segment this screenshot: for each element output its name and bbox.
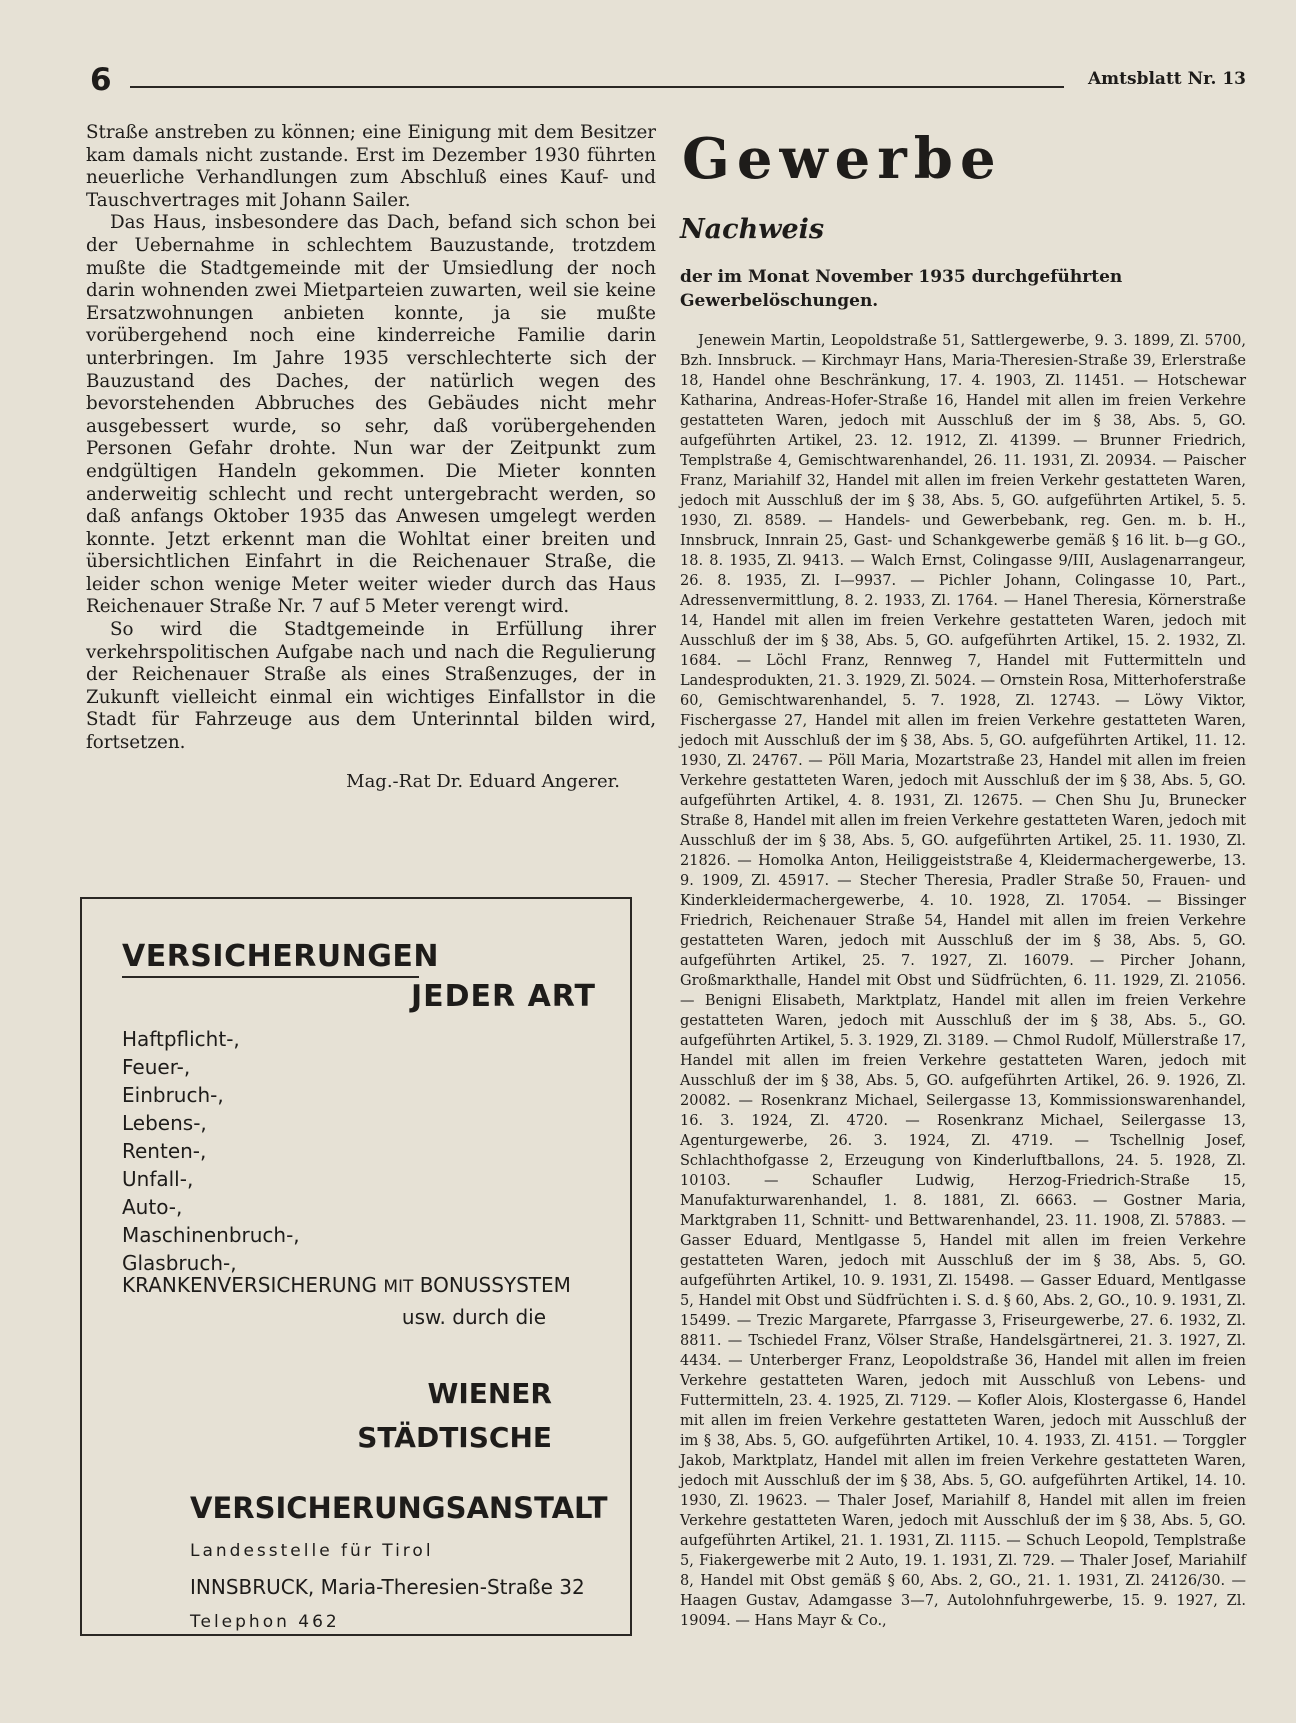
ad-insurance-item: Maschinenbruch-, (122, 1223, 300, 1247)
gewerbe-entries: Jenewein Martin, Leopoldstraße 51, Sattlergewerbe, 9. 3. 1899, Zl. 5700, Bzh. Innsbruck. — Kirchmayr Hans, Maria-Theresien-Straße 39, Erlerstraße 18, Handel ohne Beschränkung, 17. 4. 1903, Zl. 11451. — Hotschewar Katharina, Andreas-Hofer-Straße 16, Handel mit allen im freien Verkehre gestatteten Waren, jedoch mit Ausschluß der im § 38, Abs. 5, GO. aufgeführten Artikel, 23. 12. 1912, Zl. 41399. — Brunner Friedrich, Templstraße 4, Gemischtwarenhandel, 26. 11. 1931, Zl. 20934. — Paischer Franz, Mariahilf 32, Handel mit allen im freien Verkehr gestatteten Waren, jedoch mit Ausschluß der im § 38, Abs. 5, GO. aufgeführten Artikel, 5. 5. 1930, Zl. 8589. — Handels- und Gewerbebank, reg. Gen. m. b. H., Innsbruck, Innrain 25, Gast- und Schankgewerbe gemäß § 16 lit. b—g GO., 18. 8. 1935, Zl. 9413. — Walch Ernst, Colingasse 9/III, Auslagenarrangeur, 26. 8. 1935, Zl. I—9937. — Pichler Johann, Colingasse 10, Part., Adressenvermittlung, 8. 2. 1933, Zl. 1764. — Hanel Theresia, Körnerstraße 14, Handel mit allen im freien Verkehre gestatteten Waren, jedoch mit Ausschluß der im § 38, Abs. 5, GO. aufgeführten Artikel, 15. 2. 1932, Zl. 1684. — Löchl Franz, Rennweg 7, Handel mit Futtermitteln und Landesprodukten, 21. 3. 1929, Zl. 5024. — Ornstein Rosa, Mitterhoferstraße 60, Gemischtwarenhandel, 5. 7. 1928, Zl. 12743. — Löwy Viktor, Fischergasse 27, Handel mit allen im freien Verkehre gestatteten Waren, jedoch mit Ausschluß der im § 38, Abs. 5, GO. aufgeführten Artikel, 11. 12. 1930, Zl. 24767. — Pöll Maria, Mozartstraße 23, Handel mit allen im freien Verkehre gestatteten Waren, jedoch mit Ausschluß der im § 38, Abs. 5, GO. aufgeführten Artikel, 4. 8. 1931, Zl. 12675. — Chen Shu Ju, Brunecker Straße 8, Handel mit allen im freien Verkehre gestatteten Waren, jedoch mit Ausschluß der im § 38, Abs. 5, GO. aufgeführten Artikel, 25. 11. 1930, Zl. 21826. — Homolka Anton, Heiliggeiststraße 4, Kleidermachergewerbe, 13. 9. 1909, Zl. 45917. — Stecher Theresia, Pradler Straße 50, Frauen- und Kinderkleidermachergewerbe, 4. 10. 1928, Zl. 17054. — Bissinger Friedrich, Reichenauer Straße 54, Handel mit allen im freien Verkehre gestatteten Waren, jedoch mit Ausschluß der im § 38, Abs. 5, GO. aufgeführten Artikel, 25. 7. 1927, Zl. 16079. — Pircher Johann, Großmarkthalle, Handel mit Obst und Südfrüchten, 6. 11. 1929, Zl. 21056. — Benigni Elisabeth, Marktplatz, Handel mit allen im freien Verkehre gestatteten Waren, jedoch mit Ausschluß der im § 38, Abs. 5., GO. aufgeführten Artikel, 5. 3. 1929, Zl. 3189. — Chmol Rudolf, Müllerstraße 17, Handel mit allen im freien Verkehre gestatteten Waren, jedoch mit Ausschluß der im § 38, Abs. 5, GO. aufgeführten Artikel, 26. 9. 1926, Zl. 20082. — Rosenkranz Michael, Seilergasse 13, Kommissionswarenhandel, 16. 3. 1924, Zl. 4720. — Rosenkranz Michael, Seilergasse 13, Agenturgewerbe, 26. 3. 1924, Zl. 4719. — Tschellnig Josef, Schlachthofgasse 2, Erzeugung von Kinderluftballons, 24. 5. 1928, Zl. 10103. — Schaufler Ludwig, Herzog-Friedrich-Straße 15, Manufakturwarenhandel, 1. 8. 1881, Zl. 6663. — Gostner Maria, Marktgraben 11, Schnitt- und Bettwarenhandel, 23. 11. 1908, Zl. 57883. — Gasser Eduard, Mentlgasse 5, Handel mit allen im freien Verkehre gestatteten Waren, jedoch mit Ausschluß der im § 38, Abs. 5, GO. aufgeführten Artikel, 10. 9. 1931, Zl. 15498. — Gasser Eduard, Mentlgasse 5, Handel mit Obst und Südfrüchten i. S. d. § 60, Abs. 2, GO., 10. 9. 1931, Zl. 15499. — Trezic Margarete, Pfarrgasse 3, Friseurgewerbe, 27. 6. 1932, Zl. 8811. — Tschiedel Franz, Völser Straße, Handelsgärtnerei, 21. 3. 1927, Zl. 4434. — Unterberger Franz, Leopoldstraße 36, Handel mit allen im freien Verkehre gestatteten Waren, jedoch mit Ausschluß von Lebens- und Futtermitteln, 23. 4. 1925, Zl. 7129. — Kofler Alois, Klostergasse 6, Handel mit allen im freien Verkehre gestatteten Waren, jedoch mit Ausschluß der im § 38, Abs. 5, GO. aufgeführten Artikel, 10. 4. 1933, Zl. 4151. — Torggler Jakob, Marktplatz, Handel mit allen im freien Verkehre gestatteten Waren, jedoch mit Ausschluß der im § 38, Abs. 5, GO. aufgeführten Artikel, 14. 10. 1930, Zl. 19623. — Thaler Josef, Mariahilf 8, Handel mit allen im freien Verkehre gestatteten Waren, jedoch mit Ausschluß der im § 38, Abs. 5, GO. aufgeführten Artikel, 21. 1. 1931, Zl. 1115. — Schuch Leopold, Templstraße 5, Fiakergewerbe mit 2 Auto, 19. 1. 1931, Zl. 729. — Thaler Josef, Mariahilf 8, Handel mit Obst gemäß § 60, Abs. 2, GO., 21. 1. 1931, Zl. 24126/30. — Haagen Gustav, Adamgasse 3—7, Autolohnfuhrgewerbe, 15. 9. 1927, Zl. 19094. — Hans Mayr & Co., (680, 333, 1247, 1629)
ad-kv-main: KRANKENVERSICHERUNG (122, 1273, 377, 1297)
ad-insurance-item: Lebens-, (122, 1111, 207, 1135)
article-paragraph: Straße anstreben zu können; eine Einigung mit dem Besitzer kam damals nicht zustande. Erst im Dezember 1930 führten neuerliche Verhandlungen zum Abschluß eines Kauf- und Tauschvertrages mit Johann Sailer. (86, 122, 656, 211)
article-paragraph: So wird die Stadtgemeinde in Erfüllung ihrer verkehrspolitischen Aufgabe nach und nach die Regulierung der Reichenauer Straße als eines Straßenzuges, der in Zukunft vielleicht einmal ein wichtiges Einfallstor in die Stadt für Fahrzeuge aus dem Unterinntal bilden wird, fortsetzen. (86, 619, 656, 754)
ad-institution-line: WIENER (427, 1377, 552, 1410)
ad-insurance-item: Glasbruch-, (122, 1251, 237, 1275)
ad-insurance-item: Renten-, (122, 1139, 207, 1163)
section-description: der im Monat November 1935 durchgeführten Gewerbelöschungen. (680, 267, 1123, 311)
insurance-advertisement (80, 897, 632, 1636)
ad-subtitle: JEDER ART (410, 979, 596, 1014)
header-rule (130, 86, 1064, 88)
ad-health-insurance (122, 1273, 571, 1297)
ad-usw: usw. durch die (401, 1305, 546, 1329)
article-signature: Mag.-Rat Dr. Eduard Angerer. (346, 770, 620, 792)
page-number: 6 (90, 62, 112, 98)
article-column (86, 122, 656, 792)
ad-institution-line: VERSICHERUNGSANSTALT (190, 1491, 608, 1525)
ad-title-underline (122, 976, 419, 978)
ad-kv-bonus: BONUSSYSTEM (419, 1273, 571, 1297)
ad-address: INNSBRUCK, Maria-Theresien-Straße 32 (190, 1575, 585, 1599)
ad-insurance-item: Auto-, (122, 1195, 183, 1219)
ad-insurance-item: Einbruch-, (122, 1083, 224, 1107)
ad-insurance-item: Unfall-, (122, 1167, 194, 1191)
ad-institution-line: STÄDTISCHE (357, 1421, 552, 1454)
ad-phone: Telephon 462 (190, 1612, 340, 1632)
publication-title: Amtsblatt Nr. 13 (1087, 69, 1246, 89)
ad-title: VERSICHERUNGEN (122, 939, 439, 974)
article-paragraph: Das Haus, insbesondere das Dach, befand sich schon bei der Uebernahme in schlechtem Bauzustande, trotzdem mußte die Stadtgemeinde mit der Umsiedlung der noch darin wohnenden zwei Mietparteien zuwarten, weil sie keine Ersatzwohnungen anbieten konnte, ja sie mußte vorübergehend noch eine kinderreiche Familie darin unterbringen. Im Jahre 1935 verschlechterte sich der Bauzustand des Daches, der natürlich wegen des bevorstehenden Abbruches des Gebäudes nicht mehr ausgebessert wurde, so sehr, daß vorübergehenden Personen Gefahr drohte. Nun war der Zeitpunkt zum endgültigen Handeln gekommen. Die Mieter konnten anderweitig schlecht und recht untergebracht werden, so daß anfangs Oktober 1935 das Anwesen umgelegt werden konnte. Jetzt erkennt man die Wohltat einer breiten und übersichtlichen Einfahrt in die Reichenauer Straße, die leider schon wenige Meter weiter wieder durch das Haus Reichenauer Straße Nr. 7 auf 5 Meter verengt wird. (86, 212, 656, 618)
ad-kv-mit: MIT (383, 1277, 414, 1297)
page-header (90, 62, 1246, 100)
ad-insurance-item: Haftpflicht-, (122, 1027, 240, 1051)
section-subtitle: Nachweis (680, 214, 825, 245)
gewerbe-column (680, 118, 1246, 1631)
ad-insurance-item: Feuer-, (122, 1055, 191, 1079)
section-title: Gewerbe (682, 126, 1003, 192)
ad-branch: Landesstelle für Tirol (190, 1541, 434, 1561)
